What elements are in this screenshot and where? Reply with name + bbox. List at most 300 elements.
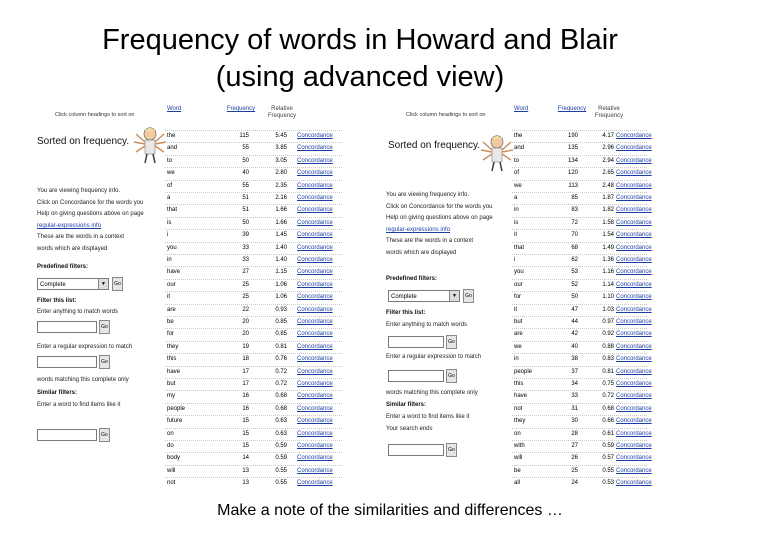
relative-frequency-cell: 0.76 bbox=[275, 356, 287, 363]
sorted-label: Sorted on frequency. bbox=[388, 140, 481, 151]
concordance-link[interactable]: Concordance bbox=[297, 294, 333, 301]
concordance-link[interactable]: Concordance bbox=[616, 331, 652, 338]
word-cell: we bbox=[514, 343, 522, 350]
filter-go-button[interactable]: Go bbox=[446, 335, 457, 349]
relative-frequency-cell: 0.93 bbox=[275, 306, 287, 313]
relative-frequency-cell: 1.15 bbox=[275, 269, 287, 276]
word-cell: but bbox=[167, 381, 176, 387]
concordance-link[interactable]: Concordance bbox=[297, 319, 333, 325]
table-row bbox=[165, 353, 342, 365]
word-cell: my bbox=[167, 393, 175, 400]
table-row bbox=[165, 378, 342, 390]
frequency-cell: 44 bbox=[571, 319, 578, 325]
concordance-link[interactable]: Concordance bbox=[616, 294, 652, 301]
chevron-down-icon: ▼ bbox=[98, 279, 108, 289]
relative-frequency-cell: 0.55 bbox=[602, 467, 614, 474]
filter-text-input[interactable] bbox=[37, 321, 97, 333]
frequency-cell: 190 bbox=[567, 133, 578, 139]
concordance-link[interactable]: Concordance bbox=[616, 207, 652, 214]
table-row bbox=[165, 316, 342, 328]
word-cell: and bbox=[514, 145, 525, 152]
table-row bbox=[165, 167, 342, 179]
table-row bbox=[512, 167, 652, 179]
info-line: words which are displayed bbox=[386, 249, 457, 256]
relative-frequency-cell: 0.63 bbox=[275, 418, 287, 425]
table-row bbox=[512, 440, 652, 452]
relative-frequency-cell: 2.94 bbox=[602, 157, 614, 164]
relative-frequency-cell: 3.85 bbox=[275, 145, 287, 152]
frequency-cell: 113 bbox=[568, 182, 578, 189]
regex-info-link[interactable]: regular-expressions info bbox=[37, 222, 102, 229]
table-row bbox=[512, 229, 652, 241]
concordance-link[interactable]: Concordance bbox=[297, 455, 333, 462]
relative-frequency-cell: 1.06 bbox=[275, 281, 287, 288]
concordance-link[interactable]: Concordance bbox=[616, 381, 652, 387]
table-row bbox=[165, 242, 342, 254]
table-row bbox=[512, 341, 652, 353]
frequency-cell: 16 bbox=[242, 393, 249, 400]
concordance-link[interactable]: Concordance bbox=[616, 281, 652, 288]
frequency-cell: 51 bbox=[242, 195, 249, 201]
info-line: These are the words in a context bbox=[37, 234, 125, 241]
relative-frequency-cell: 0.68 bbox=[275, 405, 287, 412]
word-cell: all bbox=[514, 480, 521, 487]
relative-frequency-cell: 4.17 bbox=[602, 133, 614, 139]
regex-text-input[interactable] bbox=[37, 356, 97, 368]
concordance-link[interactable]: Concordance bbox=[297, 157, 333, 164]
regex-text-input[interactable] bbox=[388, 370, 444, 382]
word-cell: it bbox=[514, 306, 517, 313]
predefined-go-button[interactable]: Go bbox=[463, 289, 474, 303]
word-cell: it bbox=[514, 232, 517, 239]
relative-frequency-cell: 0.68 bbox=[602, 405, 614, 412]
regex-instruction: Enter a regular expression to match bbox=[386, 354, 482, 360]
frequency-cell: 42 bbox=[571, 331, 578, 338]
table-row bbox=[512, 279, 652, 291]
frequency-cell: 25 bbox=[571, 467, 578, 474]
table-row bbox=[165, 254, 342, 266]
concordance-link[interactable]: Concordance bbox=[616, 195, 652, 201]
concordance-link[interactable]: Concordance bbox=[297, 443, 333, 449]
word-cell: is bbox=[514, 219, 519, 226]
filter-instruction: Enter anything to match words bbox=[37, 309, 119, 315]
frequency-cell: 53 bbox=[571, 269, 578, 276]
concordance-link[interactable]: Concordance bbox=[616, 244, 652, 251]
table-row bbox=[512, 428, 652, 440]
table-row bbox=[512, 254, 652, 266]
regex-instruction: Enter a regular expression to match bbox=[37, 344, 133, 350]
relative-frequency-cell: 0.85 bbox=[275, 319, 287, 325]
concordance-link[interactable]: Concordance bbox=[297, 467, 333, 474]
relative-frequency-cell: 2.65 bbox=[602, 170, 614, 177]
frequency-cell: 52 bbox=[571, 281, 578, 288]
predefined-filter-select[interactable] bbox=[388, 290, 460, 302]
regex-go-button[interactable]: Go bbox=[446, 369, 457, 383]
word-cell: a bbox=[514, 195, 518, 201]
table-row bbox=[165, 229, 342, 241]
word-cell: in bbox=[514, 356, 519, 363]
concordance-link[interactable]: Concordance bbox=[297, 195, 333, 201]
concordance-link[interactable]: Concordance bbox=[616, 443, 652, 449]
frequency-cell: 20 bbox=[242, 331, 249, 338]
relative-frequency-cell: 2.80 bbox=[275, 170, 287, 177]
relative-frequency-cell: 0.55 bbox=[275, 480, 287, 487]
word-cell: is bbox=[167, 219, 172, 226]
concordance-link[interactable]: Concordance bbox=[616, 356, 652, 363]
info-text bbox=[37, 186, 144, 256]
concordance-link[interactable]: Concordance bbox=[616, 182, 652, 189]
filter-go-button[interactable]: Go bbox=[99, 320, 110, 334]
concordance-link[interactable]: Concordance bbox=[297, 430, 333, 437]
word-cell: our bbox=[167, 281, 176, 288]
header-tip: Click column headings to sort on bbox=[406, 112, 486, 118]
relative-frequency-cell: 2.35 bbox=[275, 182, 287, 189]
concordance-link[interactable]: Concordance bbox=[297, 343, 333, 350]
word-cell: they bbox=[167, 343, 179, 350]
table-row bbox=[512, 204, 652, 216]
frequency-cell: 28 bbox=[571, 430, 578, 437]
relative-frequency-cell: 5.45 bbox=[275, 133, 287, 139]
word-cell: of bbox=[514, 170, 520, 177]
relative-frequency-cell: 0.85 bbox=[275, 331, 287, 338]
regex-info-link[interactable]: regular-expressions info bbox=[386, 226, 451, 233]
word-cell: i bbox=[167, 232, 169, 239]
blair-frequency-screenshot bbox=[384, 106, 652, 490]
frequency-cell: 30 bbox=[571, 418, 578, 425]
word-cell: you bbox=[167, 244, 177, 251]
table-row bbox=[165, 291, 342, 303]
relative-frequency-cell: 1.40 bbox=[275, 244, 287, 251]
frequency-cell: 135 bbox=[567, 145, 578, 152]
table-row bbox=[512, 266, 652, 278]
word-cell: have bbox=[167, 269, 181, 276]
table-row bbox=[165, 477, 342, 489]
slide-caption: Make a note of the similarities and differences … bbox=[217, 502, 563, 519]
word-cell: this bbox=[514, 381, 524, 387]
concordance-link[interactable]: Concordance bbox=[616, 269, 652, 276]
similar-filters-label: Similar filters: bbox=[386, 402, 427, 408]
word-cell: that bbox=[514, 244, 525, 251]
table-row bbox=[512, 390, 652, 402]
info-line: Help on giving questions above on page bbox=[386, 215, 493, 222]
relative-frequency-cell: 0.53 bbox=[602, 480, 614, 487]
word-cell: i bbox=[514, 257, 516, 263]
relative-frequency-cell: 1.10 bbox=[602, 294, 614, 301]
word-cell: that bbox=[167, 207, 178, 214]
column-header-frequency[interactable]: Frequency bbox=[226, 106, 256, 112]
word-cell: the bbox=[167, 133, 176, 139]
frequency-cell: 15 bbox=[242, 418, 249, 425]
relative-frequency-cell: 0.97 bbox=[602, 319, 614, 325]
concordance-link[interactable]: Concordance bbox=[616, 170, 652, 177]
regex-go-button[interactable]: Go bbox=[99, 355, 110, 369]
selected-value: Complete bbox=[391, 294, 417, 300]
header-tip: Click column headings to sort on bbox=[55, 112, 135, 118]
frequency-cell: 50 bbox=[571, 294, 578, 301]
relative-frequency-cell: 0.55 bbox=[275, 467, 287, 474]
relative-frequency-cell: 0.61 bbox=[602, 430, 614, 437]
word-cell: on bbox=[167, 430, 174, 437]
concordance-link[interactable]: Concordance bbox=[616, 368, 652, 375]
info-line: Click on Concordance for the words you bbox=[37, 199, 144, 206]
word-cell: for bbox=[514, 294, 522, 301]
predefined-go-button[interactable]: Go bbox=[112, 277, 123, 291]
frequency-cell: 14 bbox=[242, 455, 249, 462]
word-cell: you bbox=[514, 269, 524, 276]
concordance-link[interactable]: Concordance bbox=[297, 269, 333, 276]
table-row bbox=[165, 465, 342, 477]
frequency-cell: 85 bbox=[571, 195, 578, 201]
word-cell: on bbox=[514, 430, 521, 437]
blair-sidebar bbox=[384, 106, 512, 490]
relative-frequency-cell: 0.68 bbox=[275, 393, 287, 400]
filter-list-label: Filter this list: bbox=[386, 310, 426, 316]
frequency-cell: 62 bbox=[571, 257, 578, 263]
concordance-link[interactable]: Concordance bbox=[297, 356, 333, 363]
word-cell: in bbox=[167, 257, 172, 263]
frequency-cell: 134 bbox=[567, 157, 578, 164]
word-cell: to bbox=[167, 157, 173, 164]
frequency-cell: 20 bbox=[242, 319, 249, 325]
concordance-link[interactable]: Concordance bbox=[297, 232, 333, 239]
frequency-cell: 70 bbox=[571, 232, 578, 239]
relative-frequency-cell: 0.92 bbox=[602, 331, 614, 338]
concordance-link[interactable]: Concordance bbox=[616, 418, 652, 425]
concordance-link[interactable]: Concordance bbox=[297, 281, 333, 288]
relative-frequency-cell: 0.72 bbox=[275, 368, 287, 375]
similar-go-button[interactable]: Go bbox=[446, 443, 457, 457]
info-line: You are viewing frequency info. bbox=[37, 188, 121, 194]
filter-text-input[interactable] bbox=[388, 336, 444, 348]
relative-frequency-cell: 0.72 bbox=[602, 393, 614, 400]
info-line: words which are displayed bbox=[37, 245, 108, 252]
relative-frequency-cell: 1.16 bbox=[602, 269, 614, 276]
frequency-cell: 19 bbox=[242, 343, 249, 350]
concordance-link[interactable]: Concordance bbox=[616, 343, 652, 350]
table-row bbox=[165, 366, 342, 378]
word-cell: with bbox=[514, 443, 525, 449]
frequency-cell: 40 bbox=[571, 343, 578, 350]
concordance-link[interactable]: Concordance bbox=[616, 133, 652, 139]
concordance-link[interactable]: Concordance bbox=[616, 467, 652, 474]
frequency-cell: 27 bbox=[571, 443, 578, 449]
table-row bbox=[512, 130, 652, 142]
concordance-link[interactable]: Concordance bbox=[297, 331, 333, 338]
frequency-cell: 31 bbox=[571, 405, 578, 412]
word-cell: for bbox=[167, 331, 175, 338]
word-cell: are bbox=[514, 331, 523, 338]
concordance-link[interactable]: Concordance bbox=[297, 480, 333, 487]
frequency-cell: 50 bbox=[242, 219, 249, 226]
frequency-cell: 47 bbox=[571, 306, 578, 313]
concordance-link[interactable]: Concordance bbox=[616, 319, 652, 325]
frequency-cell: 40 bbox=[242, 170, 249, 177]
frequency-cell: 13 bbox=[242, 467, 249, 474]
concordance-link[interactable]: Concordance bbox=[616, 157, 652, 164]
frequency-cell: 68 bbox=[571, 244, 578, 251]
relative-frequency-cell: 0.59 bbox=[602, 443, 614, 449]
table-row bbox=[165, 192, 342, 204]
word-cell: do bbox=[167, 443, 174, 449]
person-illustration-icon bbox=[133, 124, 167, 164]
concordance-link[interactable]: Concordance bbox=[297, 182, 333, 189]
concordance-link[interactable]: Concordance bbox=[616, 232, 652, 239]
slide-title bbox=[0, 22, 720, 96]
howard-frequency-screenshot bbox=[35, 106, 342, 490]
word-cell: and bbox=[167, 145, 178, 152]
similar-text-input[interactable] bbox=[388, 444, 444, 456]
table-row bbox=[512, 316, 652, 328]
concordance-link[interactable]: Concordance bbox=[297, 381, 333, 387]
concordance-link[interactable]: Concordance bbox=[616, 405, 652, 412]
word-cell: future bbox=[167, 418, 183, 425]
concordance-link[interactable]: Concordance bbox=[297, 418, 333, 425]
frequency-cell: 27 bbox=[242, 269, 249, 276]
selected-value: Complete bbox=[40, 282, 66, 288]
similar-instruction: Enter a word to find items like it bbox=[37, 402, 121, 408]
frequency-cell: 16 bbox=[242, 405, 249, 412]
table-row bbox=[512, 217, 652, 229]
concordance-link[interactable]: Concordance bbox=[297, 257, 333, 263]
table-row bbox=[512, 378, 652, 390]
table-row bbox=[512, 142, 652, 154]
table-row bbox=[165, 415, 342, 427]
relative-frequency-cell: 2.96 bbox=[602, 145, 614, 152]
relative-frequency-cell: 1.14 bbox=[602, 281, 614, 288]
frequency-cell: 25 bbox=[242, 294, 249, 301]
frequency-cell: 115 bbox=[239, 133, 249, 139]
table-row bbox=[165, 204, 342, 216]
concordance-link[interactable]: Concordance bbox=[616, 306, 652, 313]
info-text bbox=[386, 190, 493, 260]
column-header-word[interactable]: Word bbox=[514, 106, 529, 112]
concordance-link[interactable]: Concordance bbox=[616, 219, 652, 226]
similar-instruction-2: Your search ends bbox=[386, 426, 433, 432]
concordance-link[interactable]: Concordance bbox=[616, 145, 652, 152]
concordance-link[interactable]: Concordance bbox=[297, 219, 333, 226]
title-line-2: (using advanced view) bbox=[215, 61, 505, 93]
predefined-filter-select[interactable] bbox=[37, 278, 109, 290]
concordance-link[interactable]: Concordance bbox=[616, 455, 652, 462]
similar-text-input[interactable] bbox=[37, 429, 97, 441]
concordance-link[interactable]: Concordance bbox=[616, 393, 652, 400]
table-row bbox=[512, 403, 652, 415]
relative-frequency-cell: 1.54 bbox=[602, 232, 614, 239]
relative-frequency-cell: 1.49 bbox=[602, 244, 614, 251]
word-cell: this bbox=[167, 356, 177, 363]
word-cell: it bbox=[167, 294, 170, 301]
info-line: Click on Concordance for the words you bbox=[386, 203, 493, 210]
frequency-cell: 55 bbox=[242, 182, 249, 189]
word-cell: body bbox=[167, 455, 181, 462]
concordance-link[interactable]: Concordance bbox=[297, 393, 333, 400]
relative-frequency-cell: 2.16 bbox=[275, 195, 287, 201]
frequency-cell: 26 bbox=[571, 455, 578, 462]
word-cell: not bbox=[514, 405, 523, 412]
table-row bbox=[512, 366, 652, 378]
concordance-link[interactable]: Concordance bbox=[297, 207, 333, 214]
relative-frequency-cell: 0.57 bbox=[602, 455, 614, 462]
word-cell: people bbox=[514, 368, 533, 375]
table-row bbox=[165, 217, 342, 229]
relative-frequency-cell: 0.72 bbox=[275, 381, 287, 387]
table-row bbox=[512, 465, 652, 477]
frequency-cell: 15 bbox=[242, 430, 249, 437]
concordance-link[interactable]: Concordance bbox=[297, 170, 333, 177]
table-row bbox=[165, 180, 342, 192]
table-row bbox=[512, 452, 652, 464]
table-row bbox=[512, 242, 652, 254]
word-cell: to bbox=[514, 157, 520, 164]
relative-frequency-cell: 0.83 bbox=[602, 356, 614, 363]
chevron-down-icon: ▼ bbox=[449, 291, 459, 301]
relative-frequency-cell: 1.45 bbox=[275, 232, 287, 239]
relative-frequency-cell: 0.88 bbox=[602, 343, 614, 350]
table-row bbox=[512, 477, 652, 489]
predefined-filters-label: Predefined filters: bbox=[37, 264, 89, 270]
frequency-cell: 25 bbox=[242, 281, 249, 288]
table-row bbox=[512, 180, 652, 192]
relative-frequency-cell: 1.06 bbox=[275, 294, 287, 301]
concordance-link[interactable]: Concordance bbox=[297, 368, 333, 375]
table-row bbox=[512, 304, 652, 316]
frequency-cell: 33 bbox=[242, 244, 249, 251]
relative-frequency-cell: 0.81 bbox=[275, 343, 287, 350]
relative-frequency-cell: 2.48 bbox=[602, 182, 614, 189]
word-cell: a bbox=[167, 195, 171, 201]
word-cell: will bbox=[514, 455, 523, 462]
concordance-link[interactable]: Concordance bbox=[297, 405, 333, 412]
word-cell: are bbox=[167, 306, 176, 313]
predefined-filters-label: Predefined filters: bbox=[386, 276, 438, 282]
table-row bbox=[165, 341, 342, 353]
word-cell: our bbox=[514, 281, 523, 288]
relative-frequency-cell: 1.40 bbox=[275, 257, 287, 263]
column-header-word[interactable]: Word bbox=[167, 106, 182, 112]
frequency-cell: 39 bbox=[242, 232, 249, 239]
table-row bbox=[165, 390, 342, 402]
sorted-label: Sorted on frequency. bbox=[37, 136, 130, 147]
frequency-cell: 51 bbox=[242, 207, 249, 214]
relative-frequency-cell: 1.03 bbox=[602, 306, 614, 313]
frequency-cell: 37 bbox=[571, 368, 578, 375]
concordance-link[interactable]: Concordance bbox=[616, 257, 652, 263]
similar-go-button[interactable]: Go bbox=[99, 428, 110, 442]
frequency-cell: 34 bbox=[571, 381, 578, 387]
concordance-link[interactable]: Concordance bbox=[297, 145, 333, 152]
concordance-link[interactable]: Concordance bbox=[616, 480, 652, 487]
word-cell: have bbox=[167, 368, 181, 375]
info-line: These are the words in a context bbox=[386, 238, 474, 245]
relative-frequency-cell: 0.81 bbox=[602, 368, 614, 375]
concordance-link[interactable]: Concordance bbox=[297, 244, 333, 251]
frequency-cell: 22 bbox=[242, 306, 249, 313]
relative-frequency-cell: 1.82 bbox=[602, 207, 614, 214]
word-cell: in bbox=[514, 207, 519, 214]
table-row bbox=[165, 403, 342, 415]
word-cell: have bbox=[514, 393, 528, 400]
frequency-cell: 120 bbox=[567, 170, 578, 177]
concordance-link[interactable]: Concordance bbox=[297, 306, 333, 313]
concordance-link[interactable]: Concordance bbox=[297, 133, 333, 139]
column-header-frequency[interactable]: Frequency bbox=[557, 106, 587, 112]
frequency-cell: 83 bbox=[571, 207, 578, 214]
concordance-link[interactable]: Concordance bbox=[616, 430, 652, 437]
filter-instruction: Enter anything to match words bbox=[386, 322, 468, 328]
frequency-cell: 72 bbox=[571, 219, 578, 226]
word-cell: will bbox=[167, 467, 176, 474]
frequency-cell: 24 bbox=[571, 480, 578, 487]
